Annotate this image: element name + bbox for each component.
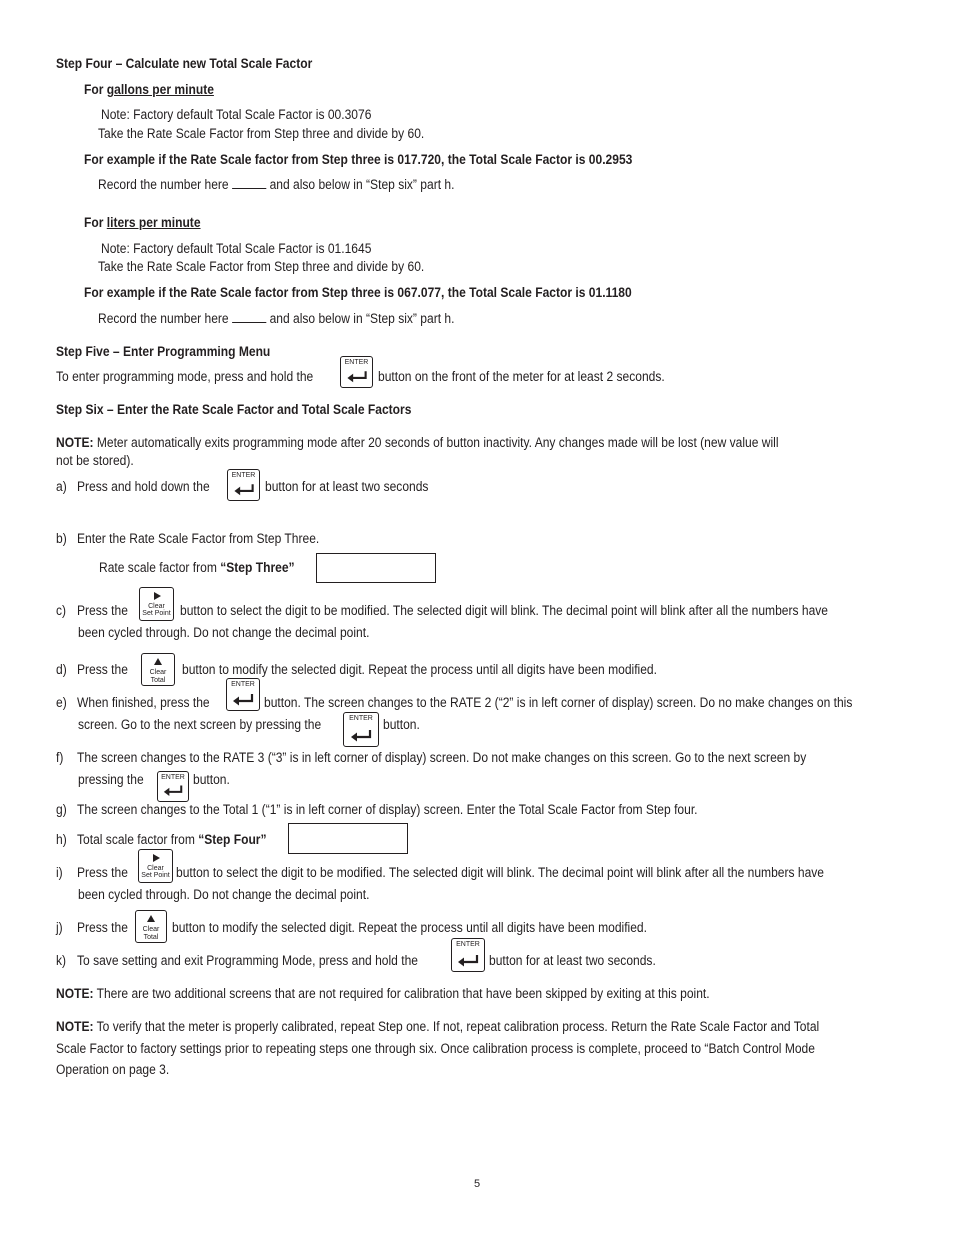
lpm-take: Take the Rate Scale Factor from Step three and divide by 60. — [98, 259, 425, 274]
item-k-letter: k) — [56, 953, 67, 968]
lpm-for: For — [84, 215, 107, 230]
total-field-label-a: Total scale factor from — [77, 832, 199, 847]
note2-label: NOTE: — [56, 986, 94, 1001]
step5-heading: Step Five – Enter Programming Menu — [56, 344, 271, 359]
item-i-text2: button to select the digit to be modified. The selected digit will blink. The decimal point will blink after all the numbers have — [176, 865, 825, 880]
item-d-text2: button to modify the selected digit. Repeat the process until all digits have been modified. — [182, 662, 657, 677]
item-f-text: The screen changes to the RATE 3 (“3” is in left corner of display) screen. Do not make changes on this screen. Go to the next screen by — [77, 750, 807, 765]
clear-setpoint-key-icon — [139, 587, 174, 621]
item-b-text: Enter the Rate Scale Factor from Step Three. — [77, 531, 320, 546]
key-label: ENTER — [456, 941, 480, 948]
key-label: ENTER — [161, 774, 185, 781]
item-e-text4: button. — [383, 717, 420, 732]
note-label: NOTE: — [56, 435, 94, 450]
rate-field-label-b: “Step Three” — [220, 560, 295, 575]
item-e-text: When finished, press the — [77, 695, 210, 710]
key-label: Total — [143, 933, 159, 941]
gpm-note: Note: Factory default Total Scale Factor is 00.3076 — [101, 107, 372, 122]
item-a-text2: button for at least two seconds — [265, 479, 429, 494]
step6-heading: Step Six – Enter the Rate Scale Factor and Total Scale Factors — [56, 402, 412, 417]
gpm-heading — [84, 81, 214, 98]
note3-line3: Operation on page 3. — [56, 1062, 170, 1077]
gpm-unit: gallons per minute — [106, 82, 214, 97]
lpm-unit: liters per minute — [106, 215, 201, 230]
step6-note-line2: not be stored). — [56, 453, 134, 468]
total-field-label — [77, 831, 267, 848]
key-label: Set Point — [142, 610, 171, 617]
item-f-letter: f) — [56, 750, 64, 765]
record-blank — [232, 310, 266, 323]
item-i-text: Press the — [77, 865, 128, 880]
note2-text: There are two additional screens that are not required for calibration that have been skipped by exiting at this point. — [93, 986, 710, 1001]
note3-line1 — [56, 1018, 819, 1035]
enter-key-icon — [227, 469, 260, 501]
item-i-text3: been cycled through. Do not change the decimal point. — [78, 887, 370, 902]
item-g-text: The screen changes to the Total 1 (“1” is in left corner of display) screen. Enter the Total Scale Factor from Step four. — [77, 802, 698, 817]
item-i-letter: i) — [56, 865, 63, 880]
gpm-take: Take the Rate Scale Factor from Step three and divide by 60. — [98, 126, 425, 141]
key-label: ENTER — [231, 472, 256, 479]
lpm-heading — [84, 214, 201, 231]
lpm-record-a: Record the number here — [98, 311, 229, 326]
item-k-text: To save setting and exit Programming Mode, press and hold the — [77, 953, 418, 968]
gpm-for: For — [84, 82, 107, 97]
step5-text-a: To enter programming mode, press and hold the — [56, 369, 314, 384]
item-a-text: Press and hold down the — [77, 479, 210, 494]
step5-text-b: button on the front of the meter for at least 2 seconds. — [378, 369, 665, 384]
key-label: Clear — [142, 925, 160, 933]
rate-field-label — [99, 559, 295, 576]
note3-label: NOTE: — [56, 1019, 94, 1034]
right-arrow-icon — [152, 591, 162, 601]
total-field-label-b: “Step Four” — [198, 832, 267, 847]
enter-key-icon — [451, 938, 485, 972]
item-e-letter: e) — [56, 695, 67, 710]
item-c-text: Press the — [77, 603, 128, 618]
item-j-text: Press the — [77, 920, 128, 935]
clear-total-key-icon — [141, 653, 175, 686]
right-arrow-icon — [151, 853, 161, 863]
rate-scale-factor-box — [316, 553, 436, 583]
enter-arrow-icon — [456, 954, 480, 968]
item-k-text2: button for at least two seconds. — [489, 953, 656, 968]
item-c-text2: button to select the digit to be modified. The selected digit will blink. The decimal point will blink after all the numbers have — [180, 603, 829, 618]
item-c-letter: c) — [56, 603, 67, 618]
lpm-record-b: and also below in “Step six” part h. — [269, 311, 455, 326]
clear-setpoint-key-icon — [138, 849, 173, 883]
enter-arrow-icon — [345, 370, 368, 384]
key-label: Clear — [149, 668, 167, 676]
key-label: Clear — [148, 603, 165, 610]
up-arrow-icon — [153, 657, 163, 666]
gpm-record-b: and also below in “Step six” part h. — [269, 177, 455, 192]
key-label: Set Point — [141, 872, 170, 879]
item-c-text3: been cycled through. Do not change the decimal point. — [78, 625, 370, 640]
enter-arrow-icon — [231, 693, 255, 707]
lpm-record — [98, 310, 454, 327]
up-arrow-icon — [146, 914, 156, 923]
record-blank — [232, 176, 266, 189]
item-d-text: Press the — [77, 662, 128, 677]
item-f-text3: button. — [193, 772, 230, 787]
key-label: Clear — [147, 865, 164, 872]
total-scale-factor-box — [288, 823, 408, 854]
clear-total-key-icon — [135, 910, 167, 943]
note-text: Meter automatically exits programming mode after 20 seconds of button inactivity. Any changes made will be lost (new value will — [93, 435, 779, 450]
key-label: ENTER — [231, 681, 255, 688]
item-h-letter: h) — [56, 832, 67, 847]
key-label: Total — [150, 676, 166, 684]
enter-key-icon — [226, 678, 260, 711]
key-label: ENTER — [344, 359, 369, 366]
rate-field-label-a: Rate scale factor from — [99, 560, 221, 575]
item-j-text2: button to modify the selected digit. Repeat the process until all digits have been modified. — [172, 920, 647, 935]
item-g-letter: g) — [56, 802, 67, 817]
lpm-note: Note: Factory default Total Scale Factor is 01.1645 — [101, 241, 372, 256]
note3-line2: Scale Factor to factory settings prior to repeating steps one through six. Once calibration process is complete, proceed to “Batch Control Mode — [56, 1041, 815, 1056]
lpm-example: For example if the Rate Scale factor from Step three is 067.077, the Total Scale Factor is 01.1180 — [84, 285, 632, 300]
item-j-letter: j) — [56, 920, 63, 935]
key-label: ENTER — [349, 715, 373, 722]
item-b-letter: b) — [56, 531, 67, 546]
note3-text: To verify that the meter is properly calibrated, repeat Step one. If not, repeat calibration process. Return the Rate Scale Factor and Total — [93, 1019, 820, 1034]
enter-arrow-icon — [348, 729, 374, 743]
item-d-letter: d) — [56, 662, 67, 677]
step4-heading: Step Four – Calculate new Total Scale Factor — [56, 56, 313, 71]
gpm-record — [98, 176, 454, 193]
enter-key-icon — [343, 712, 379, 747]
item-a-letter: a) — [56, 479, 67, 494]
step6-note-line1 — [56, 434, 779, 451]
item-f-text2: pressing the — [78, 772, 144, 787]
gpm-example: For example if the Rate Scale factor from Step three is 017.720, the Total Scale Factor is 00.2953 — [84, 152, 633, 167]
enter-arrow-icon — [162, 784, 184, 798]
enter-key-icon — [340, 356, 373, 388]
item-e-text2: button. The screen changes to the RATE 2 (“2” is in left corner of display) screen. Do no make changes on this — [264, 695, 853, 710]
enter-arrow-icon — [232, 483, 255, 497]
item-e-text3: screen. Go to the next screen by pressing the — [78, 717, 322, 732]
gpm-record-a: Record the number here — [98, 177, 229, 192]
page-number: 5 — [473, 1178, 481, 1190]
note2 — [56, 985, 710, 1002]
enter-key-icon — [157, 771, 189, 802]
